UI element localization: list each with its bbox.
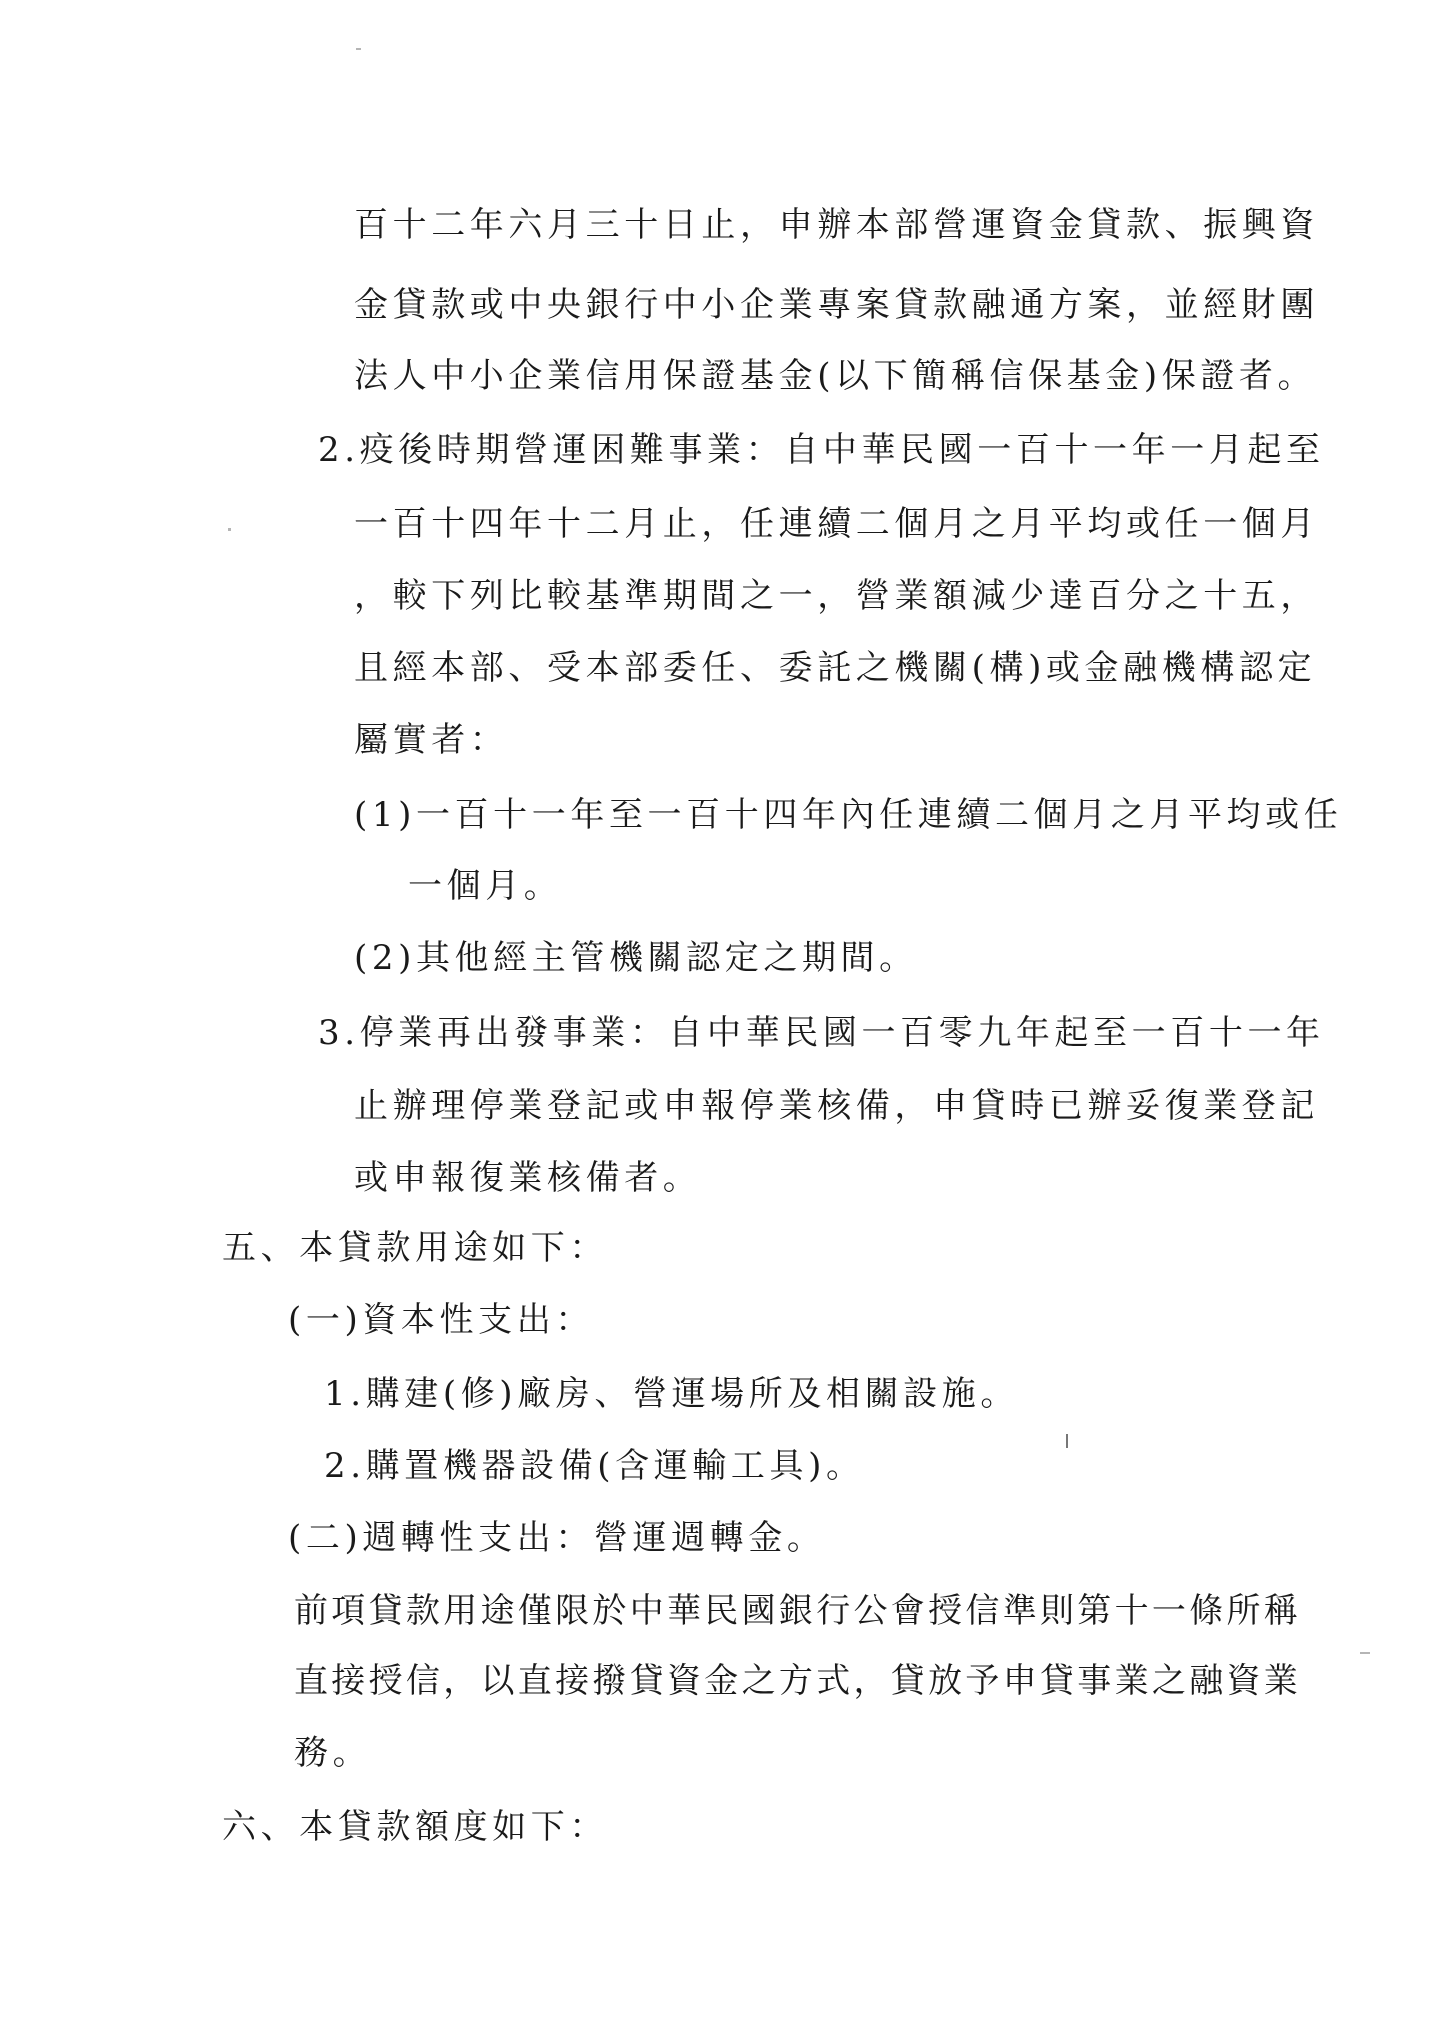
text-line: 或申報復業核備者。 xyxy=(354,1158,702,1198)
sub-item-1: (1)一百十一年至一百十四年內任連續二個月之月平均或任 xyxy=(354,795,1343,835)
list-item-2: 2.購置機器設備(含運輸工具)。 xyxy=(324,1446,865,1486)
text-line: 直接授信，以直接撥貸資金之方式，貸放予申貸事業之融資業 xyxy=(294,1661,1302,1701)
section-heading-6: 六、本貸款額度如下： xyxy=(222,1807,608,1847)
text-line: 前項貸款用途僅限於中華民國銀行公會授信準則第十一條所稱 xyxy=(294,1591,1302,1631)
list-item-2: 2.疫後時期營運困難事業：自中華民國一百十一年一月起至 xyxy=(318,430,1325,470)
text-line: 金貸款或中央銀行中小企業專案貸款融通方案，並經財團 xyxy=(354,285,1319,325)
text-line: 法人中小企業信用保證基金(以下簡稱信保基金)保證者。 xyxy=(354,356,1317,396)
sub-item-2: (2)其他經主管機關認定之期間。 xyxy=(354,938,918,978)
text-line: 務。 xyxy=(294,1733,372,1773)
text-line: ，較下列比較基準期間之一，營業額減少達百分之十五， xyxy=(354,576,1319,616)
subsection-1: (一)資本性支出： xyxy=(288,1300,594,1340)
scan-mark xyxy=(356,48,361,50)
text-line: 止辦理停業登記或申報停業核備，申貸時已辦妥復業登記 xyxy=(354,1086,1319,1126)
scan-mark xyxy=(1360,1652,1370,1654)
section-heading-5: 五、本貸款用途如下： xyxy=(222,1228,608,1268)
scan-mark xyxy=(1066,1434,1068,1448)
list-item-3: 3.停業再出發事業：自中華民國一百零九年起至一百十一年 xyxy=(318,1013,1325,1053)
text-line: 一個月。 xyxy=(408,866,563,906)
text-line: 百十二年六月三十日止，申辦本部營運資金貸款、振興資 xyxy=(354,205,1319,245)
list-item-1: 1.購建(修)廠房、營運場所及相關設施。 xyxy=(324,1374,1019,1414)
scan-mark xyxy=(228,528,231,531)
subsection-2: (二)週轉性支出：營運週轉金。 xyxy=(288,1518,826,1558)
text-line: 屬實者： xyxy=(354,720,509,760)
text-line: 且經本部、受本部委任、委託之機關(構)或金融機構認定 xyxy=(354,648,1317,688)
text-line: 一百十四年十二月止，任連續二個月之月平均或任一個月 xyxy=(354,504,1319,544)
